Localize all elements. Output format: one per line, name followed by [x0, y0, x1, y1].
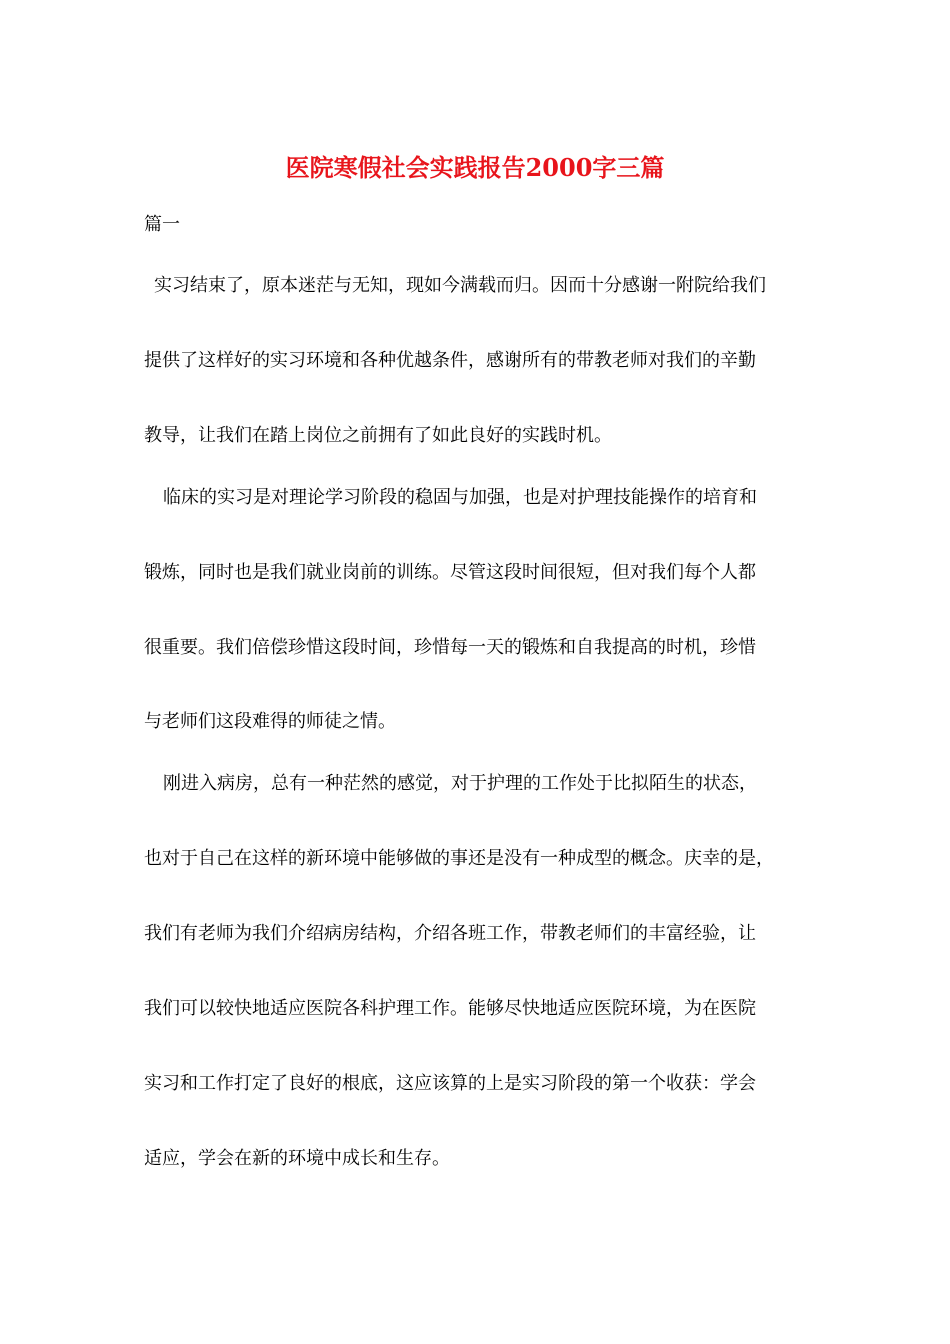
paragraph-line: 也对于自己在这样的新环境中能够做的事还是没有一种成型的概念。庆幸的是， — [144, 848, 774, 869]
paragraph-line: 临床的实习是对理论学习阶段的稳固与加强，也是对护理技能操作的培育和 — [163, 487, 757, 508]
paragraph-line: 很重要。我们倍偿珍惜这段时间，珍惜每一天的锻炼和自我提高的时机，珍惜 — [144, 637, 756, 658]
paragraph-line: 提供了这样好的实习环境和各种优越条件，感谢所有的带教老师对我们的辛勤 — [144, 350, 756, 371]
paragraph-line: 与老师们这段难得的师徒之情。 — [144, 711, 396, 732]
paragraph-line: 锻炼，同时也是我们就业岗前的训练。尽管这段时间很短，但对我们每个人都 — [144, 562, 756, 583]
paragraph-line: 实习和工作打定了良好的根底，这应该算的上是实习阶段的第一个收获：学会 — [144, 1073, 756, 1094]
paragraph-line: 我们可以较快地适应医院各科护理工作。能够尽快地适应医院环境，为在医院 — [144, 998, 756, 1019]
paragraph-line: 教导，让我们在踏上岗位之前拥有了如此良好的实践时机。 — [144, 425, 612, 446]
section-label: 篇一 — [144, 214, 180, 235]
paragraph-line: 我们有老师为我们介绍病房结构，介绍各班工作，带教老师们的丰富经验，让 — [144, 923, 756, 944]
paragraph-line: 实习结束了，原本迷茫与无知，现如今满载而归。因而十分感谢一附院给我们 — [154, 275, 766, 296]
paragraph-line: 适应，学会在新的环境中成长和生存。 — [144, 1148, 450, 1169]
document-title: 医院寒假社会实践报告2000字三篇 — [285, 153, 665, 182]
paragraph-line: 刚进入病房，总有一种茫然的感觉，对于护理的工作处于比拟陌生的状态， — [163, 773, 757, 794]
